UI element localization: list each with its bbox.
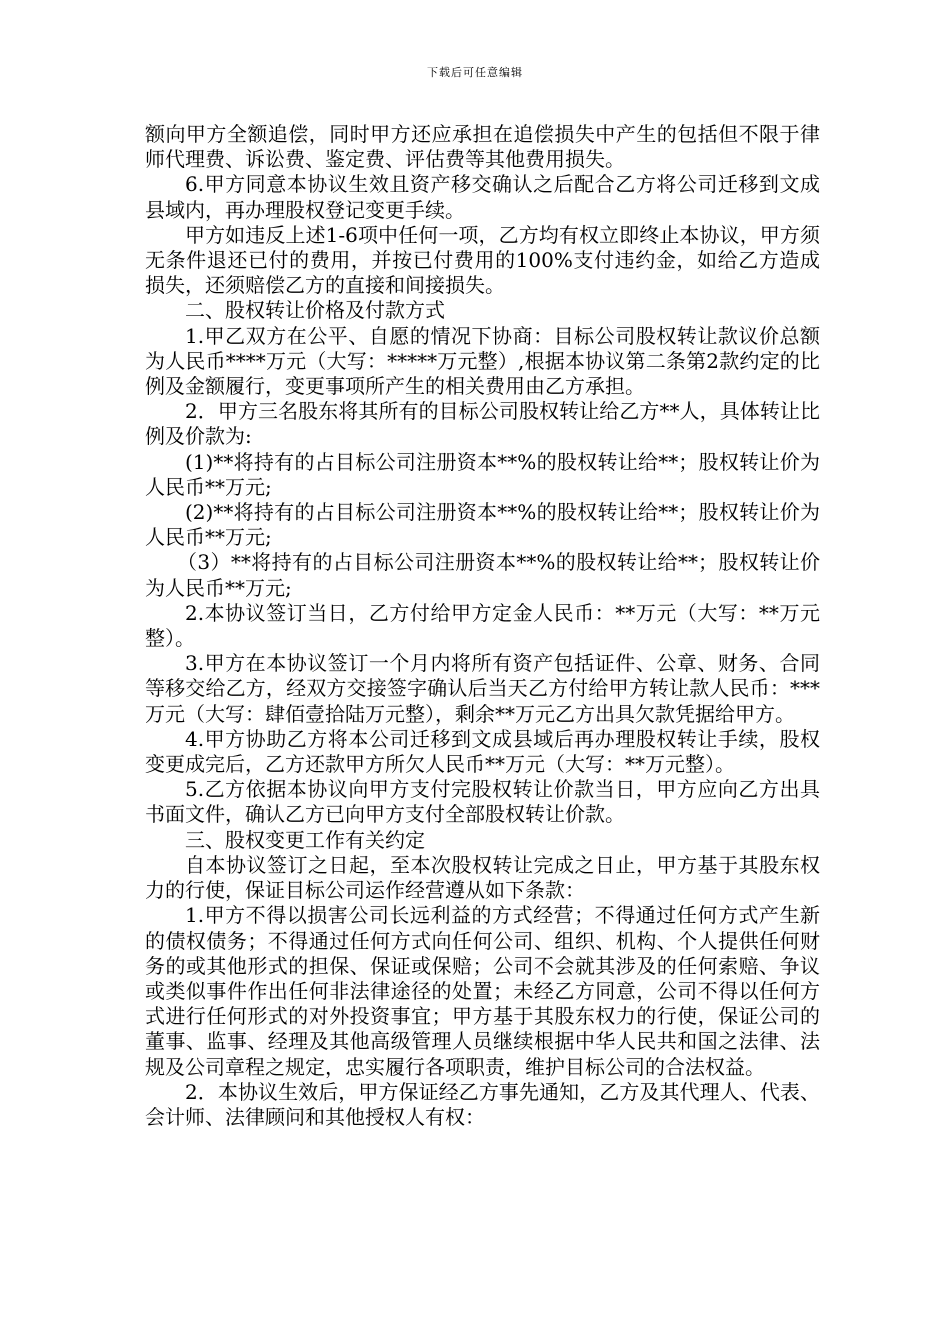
- paragraph-asset-handover: 3.甲方在本协议签订一个月内将所有资产包括证件、公章、财务、合同等移交给乙方，经双方交接签字确认后当天乙方付给甲方转让款人民币：***万元（大写：肆佰壹拾陆万元整），剩余**万元乙方出具欠款凭据给甲方。: [145, 651, 820, 726]
- paragraph-operation-item-1: 1.甲方不得以损害公司长远利益的方式经营；不得通过任何方式产生新的债权债务；不得通过任何方式向任何公司、组织、机构、个人提供任何财务的或其他形式的担保、保证或保赔；公司不会就其涉及的任何索赔、争议或类似事件作出任何非法律途径的处置；未经乙方同意，公司不得以任何方式进行任何形式的对外投资事宜；甲方基于其股东权力的行使，保证公司的董事、监事、经理及其他高级管理人员继续根据中华人民共和国之法律、法规及公司章程之规定，忠实履行各项职责，维护目标公司的合法权益。: [145, 903, 820, 1079]
- paragraph-shareholders-transfer: 2．甲方三名股东将其所有的目标公司股权转让给乙方**人，具体转让比例及价款为:: [145, 399, 820, 449]
- paragraph-payment-confirmation: 5.乙方依据本协议向甲方支付完股权转让价款当日，甲方应向乙方出具书面文件，确认乙方已向甲方支付全部股权转让价款。: [145, 777, 820, 827]
- page-header: 下载后可任意编辑: [427, 66, 523, 79]
- paragraph-price-total: 1.甲乙双方在公平、自愿的情况下协商：目标公司股权转让款议价总额为人民币****万元（大写：*****万元整）,根据本协议第二条第2款约定的比例及金额履行，变更事项所产生的相关费用由乙方承担。: [145, 323, 820, 399]
- paragraph-breach-clause: 甲方如违反上述1-6项中任何一项，乙方均有权立即终止本协议，甲方须无条件退还已付的费用，并按已付费用的100%支付违约金，如给乙方造成损失，还须赔偿乙方的直接和间接损失。: [145, 222, 820, 298]
- paragraph-item-6: 6.甲方同意本协议生效且资产移交确认之后配合乙方将公司迁移到文成县域内，再办理股权登记变更手续。: [145, 172, 820, 222]
- paragraph-deposit: 2.本协议签订当日，乙方付给甲方定金人民币：**万元（大写：**万元整）。: [145, 600, 820, 651]
- section-heading-2: 二、股权转让价格及付款方式: [185, 298, 445, 323]
- document-body: [145, 122, 820, 1130]
- paragraph-operation-terms: 自本协议签订之日起，至本次股权转让完成之日止，甲方基于其股东权力的行使，保证目标公司运作经营遵从如下条款：: [145, 852, 820, 903]
- paragraph-continuation: 额向甲方全额追偿，同时甲方还应承担在追偿损失中产生的包括但不限于律师代理费、诉讼费、鉴定费、评估费等其他费用损失。: [145, 122, 820, 172]
- paragraph-sub-item-1: (1)**将持有的占目标公司注册资本**%的股权转让给**；股权转让价为人民币**万元;: [145, 449, 820, 499]
- section-heading-3: 三、股权变更工作有关约定: [185, 827, 425, 852]
- paragraph-operation-item-2: 2．本协议生效后，甲方保证经乙方事先通知，乙方及其代理人、代表、会计师、法律顾问和其他授权人有权：: [145, 1079, 820, 1129]
- paragraph-relocation: 4.甲方协助乙方将本公司迁移到文成县域后再办理股权转让手续，股权变更成完后，乙方还款甲方所欠人民币**万元（大写：**万元整）。: [145, 726, 820, 777]
- paragraph-sub-item-2: (2)**将持有的占目标公司注册资本**%的股权转让给**；股权转让价为人民币**万元;: [145, 500, 820, 550]
- paragraph-sub-item-3: （3）**将持有的占目标公司注册资本**%的股权转让给**；股权转让价为人民币**万元;: [145, 550, 820, 600]
